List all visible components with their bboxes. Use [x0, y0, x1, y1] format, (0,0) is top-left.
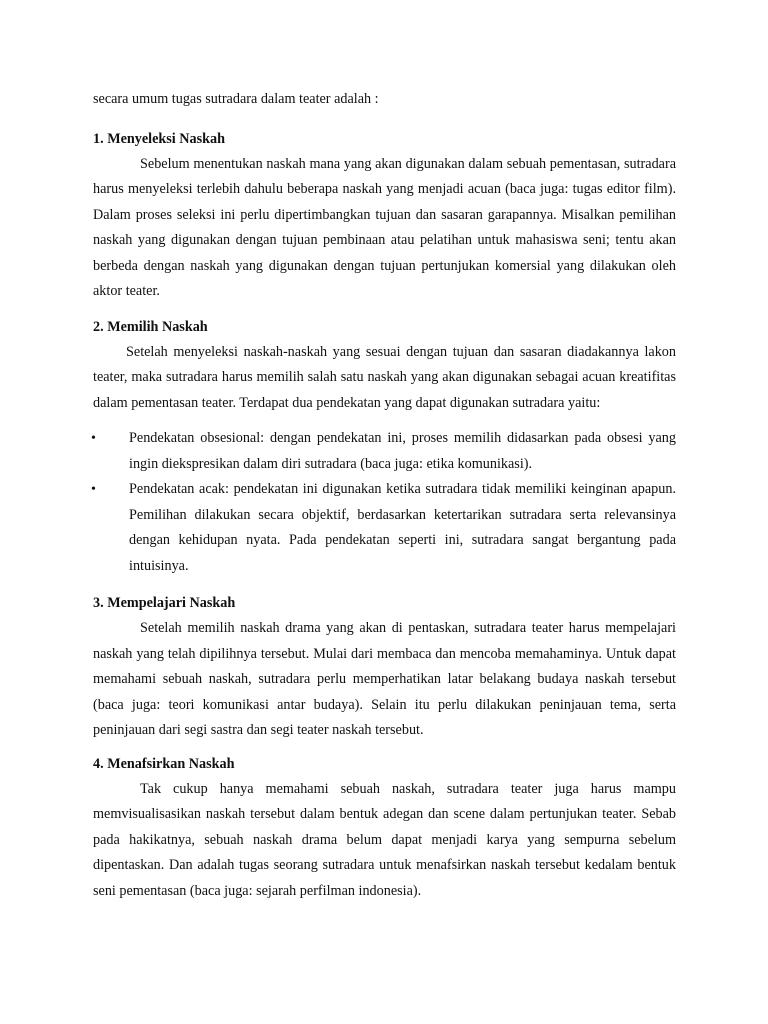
section-menyeleksi-naskah: [93, 127, 676, 305]
section-memilih-naskah: [93, 315, 676, 580]
list-item-text: Pendekatan acak: pendekatan ini digunakan ketika sutradara tidak memiliki keinginan apapun. Pemilihan dilakukan secara objektif, berdasarkan ketertarikan sutradara serta relevansinya dengan kehidupan nyata. Pada pendekatan seperti ini, sutradara sangat bergantung pada intuisinya.: [129, 481, 676, 574]
section-heading: 4. Menafsirkan Naskah: [93, 755, 235, 772]
section-paragraph: Setelah menyeleksi naskah-naskah yang sesuai dengan tujuan dan sasaran diadakannya lakon teater, maka sutradara harus memilih salah satu naskah yang akan digunakan sebagai acuan kreatifitas dalam pementasan teater. Terdapat dua pendekatan yang dapat digunakan sutradara yaitu:: [93, 343, 676, 411]
list-item: [93, 426, 676, 477]
section-paragraph: Setelah memilih naskah drama yang akan di pentaskan, sutradara teater harus mempelajari naskah yang telah dipilihnya tersebut. Mulai dari membaca dan mencoba memahaminya. Untuk dapat memahami sebuah naskah, sutradara perlu memperhatikan latar belakang budaya naskah tersebut (baca juga: teori komunikasi antar budaya). Selain itu perlu dilakukan peninjauan tema, serta peninjauan dari segi sastra dan segi teater naskah tersebut.: [93, 620, 676, 738]
section-menafsirkan-naskah: [93, 752, 676, 905]
section-heading: 2. Memilih Naskah: [93, 318, 208, 335]
section-paragraph: Tak cukup hanya memahami sebuah naskah, sutradara teater juga harus mampu memvisualisasikan naskah tersebut dalam bentuk adegan dan scene dalam pertunjukan teater. Sebab pada hakikatnya, sebuah naskah drama belum dapat menjadi karya yang sempurna sebelum dipentaskan. Dan adalah tugas seorang sutradara untuk menafsirkan naskah tersebut kedalam bentuk seni pementasan (baca juga: sejarah perfilman indonesia).: [93, 780, 676, 899]
list-item-text: Pendekatan obsesional: dengan pendekatan ini, proses memilih didasarkan pada obsesi yang ingin diekspresikan dalam diri sutradara (baca juga: etika komunikasi).: [129, 430, 676, 472]
bullet-icon: •: [91, 482, 96, 497]
section-mempelajari-naskah: [93, 591, 676, 744]
section-paragraph: Sebelum menentukan naskah mana yang akan digunakan dalam sebuah pementasan, sutradara harus menyeleksi terlebih dahulu beberapa naskah yang menjadi acuan (baca juga: tugas editor film). Dalam proses seleksi ini perlu dipertimbangkan tujuan dan sasaran garapannya. Misalkan pemilihan naskah yang digunakan dengan tujuan pembinaan atau pelatihan untuk mahasiswa seni; tentu akan berbeda dengan naskah yang digunakan dengan tujuan pertunjukan komersial yang dilakukan oleh aktor teater.: [93, 155, 676, 299]
bullet-icon: •: [91, 431, 96, 446]
section-heading: 3. Mempelajari Naskah: [93, 595, 236, 611]
document-page: [93, 87, 676, 904]
bullet-list: [93, 426, 676, 579]
section-heading: 1. Menyeleksi Naskah: [93, 130, 226, 147]
intro-text: secara umum tugas sutradara dalam teater adalah :: [93, 91, 379, 107]
list-item: [93, 477, 676, 579]
